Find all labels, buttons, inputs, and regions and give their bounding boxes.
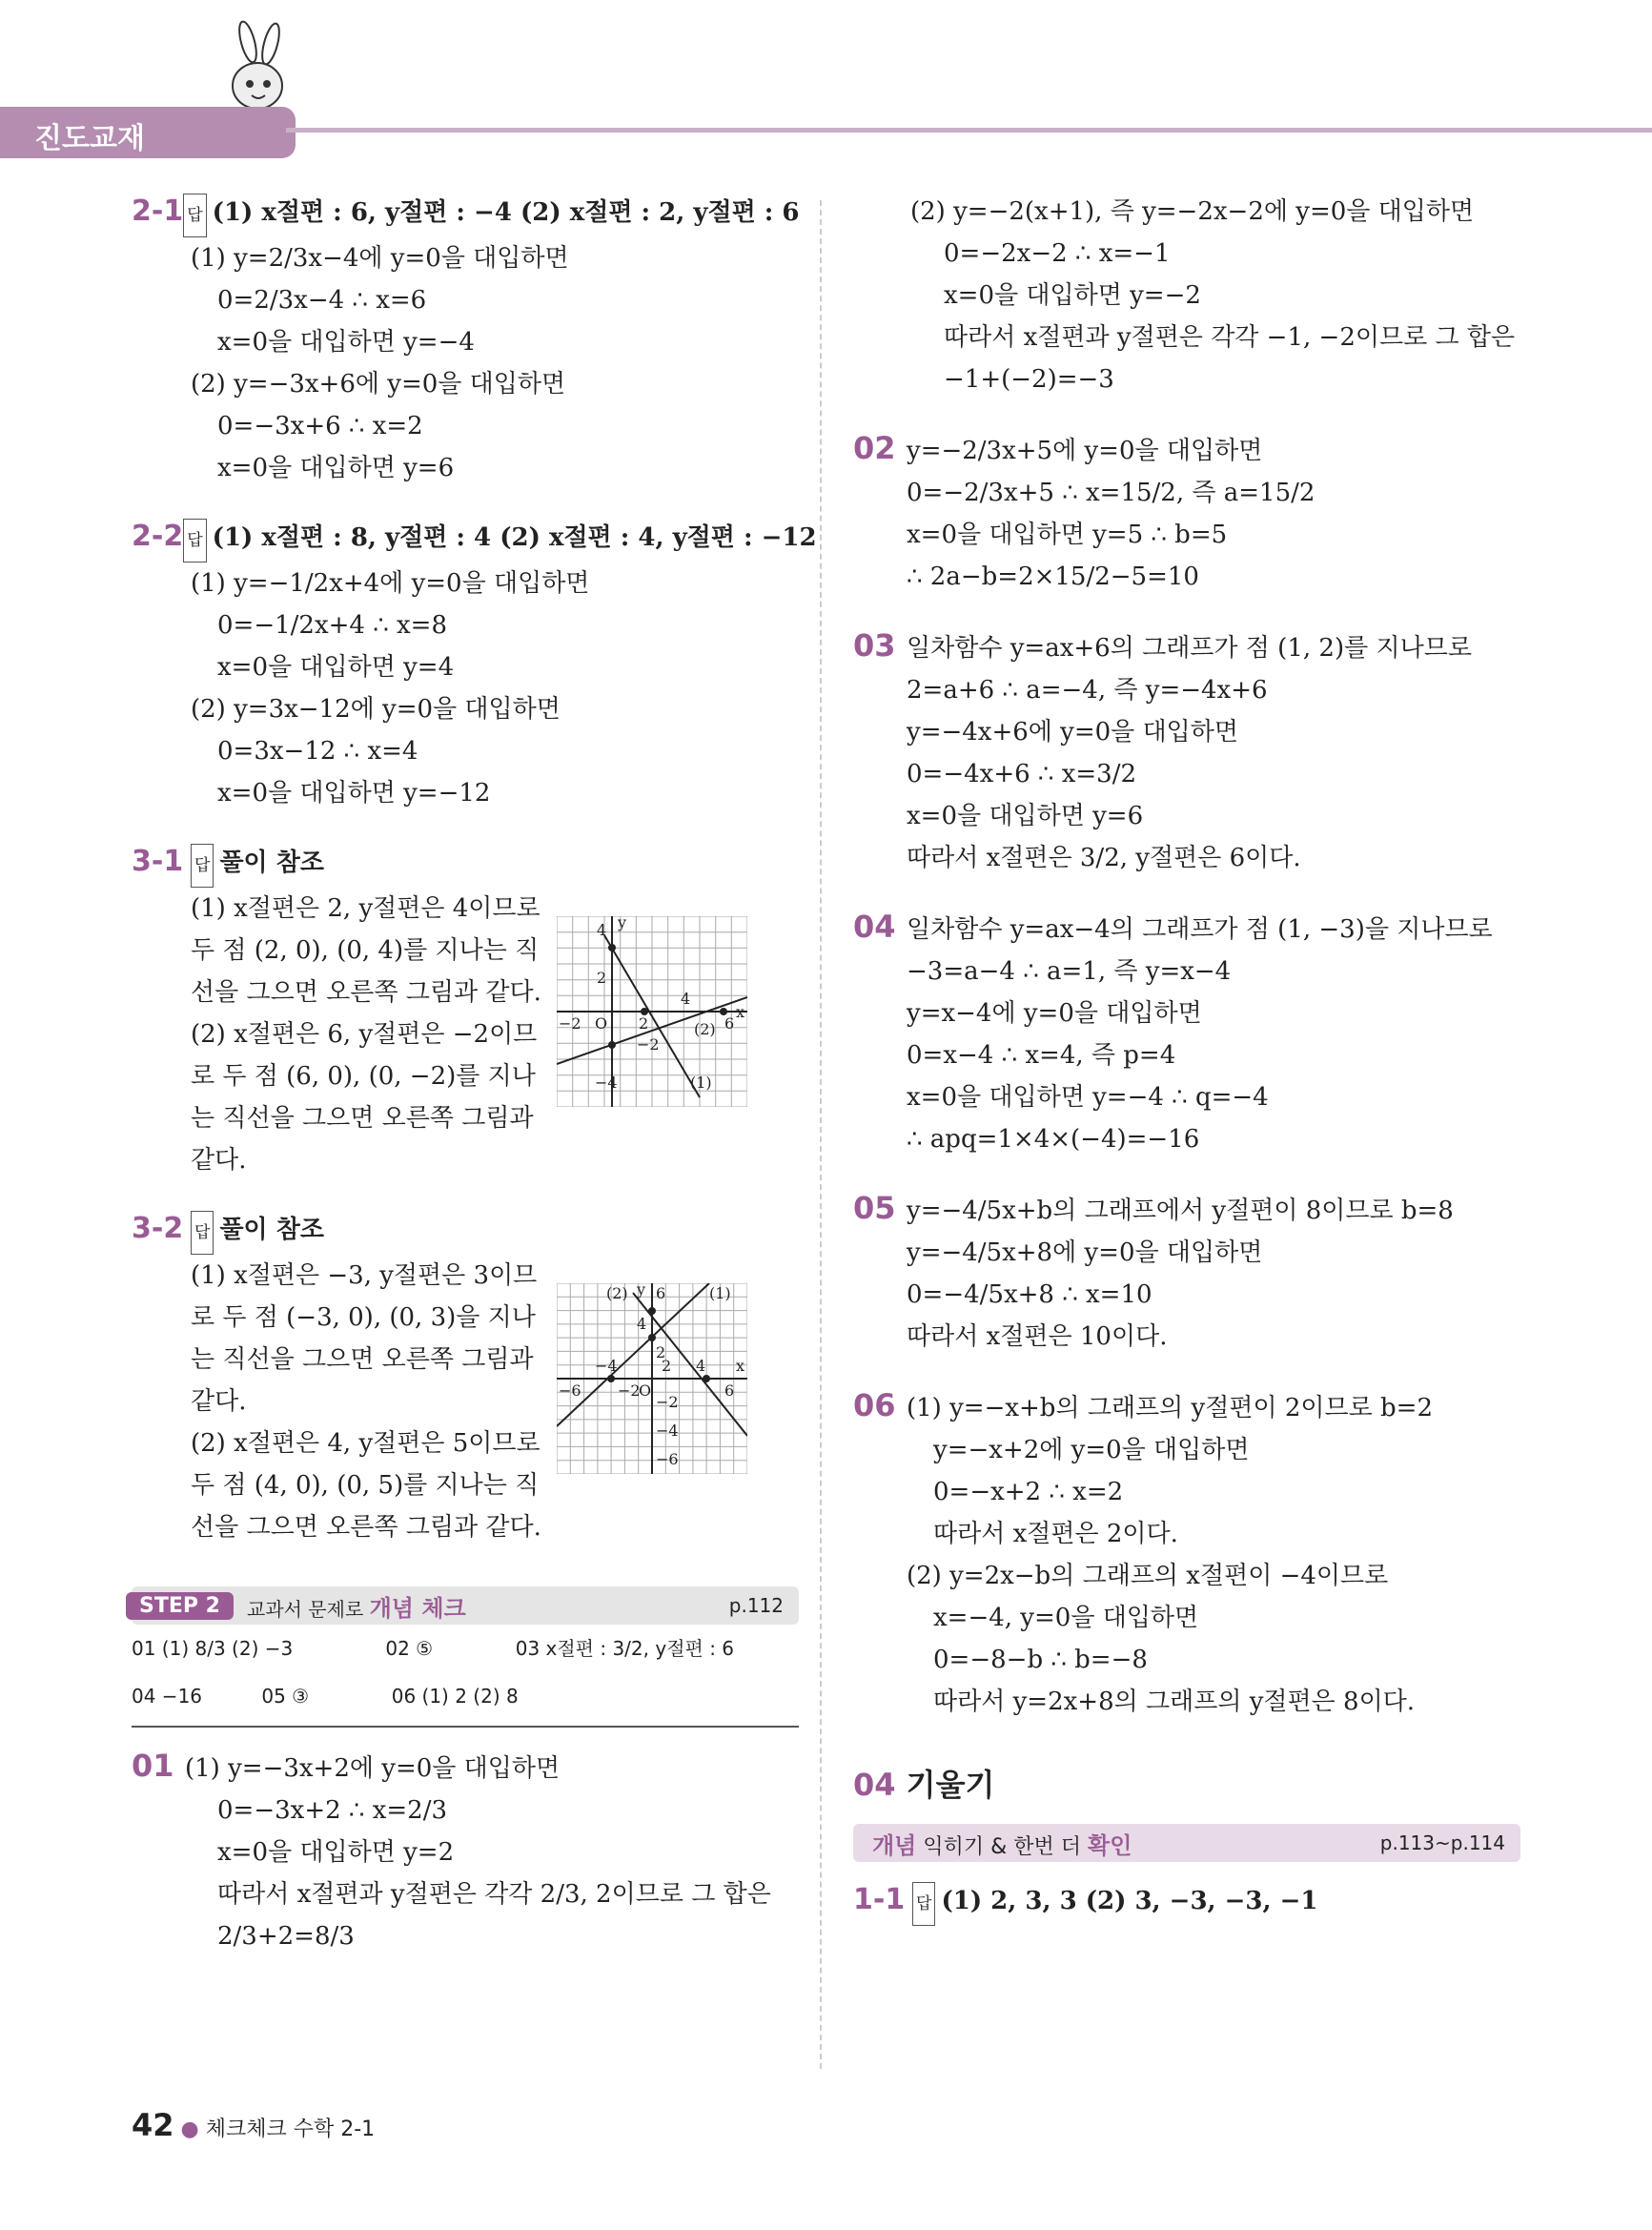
problem-number: 2-1 xyxy=(132,194,184,228)
solution-line: −3=a−4 ∴ a=1, 즉 y=x−4 xyxy=(907,957,1232,986)
page-number: 42 xyxy=(132,2107,174,2143)
problem-05 xyxy=(853,1187,1520,1358)
section-title xyxy=(853,1761,1520,1805)
solution-line: (1) y=−x+b의 그래프의 y절편이 2이므로 b=2 xyxy=(907,1394,1433,1422)
graph-label: (2) xyxy=(694,1020,716,1038)
section-name: 기울기 xyxy=(906,1767,995,1803)
graph-label: −2 xyxy=(637,1035,660,1054)
graph-label: x xyxy=(736,1357,745,1375)
solution-line: x=0을 대입하면 y=2 xyxy=(217,1838,455,1867)
solution-line: 0=−4x+6 ∴ x=3/2 xyxy=(907,760,1137,788)
solution-line: 따라서 y=2x+8의 그래프의 y절편은 8이다. xyxy=(933,1688,1416,1716)
problem-number: 05 xyxy=(853,1190,896,1226)
problem-3-1 xyxy=(132,841,799,1181)
solution-line: 0=−3x+2 ∴ x=2/3 xyxy=(217,1796,448,1825)
graph-label: −4 xyxy=(656,1422,679,1440)
graph-label: 2 xyxy=(639,1014,649,1033)
problem-01 xyxy=(132,1745,799,1957)
problem-number: 02 xyxy=(853,430,896,466)
graph-label: 4 xyxy=(637,1315,647,1333)
graph-label: 6 xyxy=(724,1381,735,1400)
solution-line: (2) y=3x−12에 y=0을 대입하면 xyxy=(191,695,561,724)
graph-label: y xyxy=(637,1283,646,1299)
solution-line: (1) y=−1/2x+4에 y=0을 대입하면 xyxy=(191,569,590,598)
solution-line: (1) x절편은 −3, y절편은 3이므로 두 점 (−3, 0), (0, 3)을 지나는 직선을 그으면 오른쪽 그림과 같다. xyxy=(191,1261,538,1416)
solution-line: 따라서 x절편과 y절편은 각각 −1, −2이므로 그 합은 xyxy=(944,323,1516,352)
quick-answer: 01 (1) 8/3 (2) −3 xyxy=(132,1637,294,1660)
graph-label: (1) xyxy=(709,1284,731,1302)
quick-answer: 05 ③ xyxy=(261,1685,310,1708)
problem-3-2 xyxy=(132,1208,799,1548)
answer-text: 풀이 참조 xyxy=(219,849,324,877)
book-title: 체크체크 수학 2-1 xyxy=(205,2117,376,2141)
problem-number: 06 xyxy=(853,1387,896,1423)
answer-text: (1) 2, 3, 3 (2) 3, −3, −3, −1 xyxy=(941,1887,1318,1915)
problem-number: 01 xyxy=(132,1748,174,1784)
answer-text: (1) x절편 : 8, y절편 : 4 (2) x절편 : 4, y절편 : −12 xyxy=(212,523,817,552)
solution-line: −1+(−2)=−3 xyxy=(944,365,1114,394)
answer-text: (1) x절편 : 6, y절편 : −4 (2) x절편 : 2, y절편 : 6 xyxy=(212,198,800,227)
graph-label: 4 xyxy=(681,990,691,1008)
graph-label: −2 xyxy=(656,1393,679,1411)
answer-icon: 답 xyxy=(191,1211,214,1255)
graph-label: 4 xyxy=(597,921,607,939)
answer-text: 풀이 참조 xyxy=(219,1216,324,1244)
quick-answers xyxy=(132,1625,799,1728)
graph-label: −2 xyxy=(618,1381,641,1400)
problem-06 xyxy=(853,1384,1520,1723)
concept-title xyxy=(872,1827,1132,1860)
solution-line: 일차함수 y=ax+6의 그래프가 점 (1, 2)를 지나므로 xyxy=(907,634,1472,663)
problem-number: 1-1 xyxy=(853,1883,906,1916)
step-title xyxy=(247,1589,466,1623)
solution-line: x=0을 대입하면 y=−4 xyxy=(217,328,475,357)
answer-icon: 답 xyxy=(183,519,206,563)
solution-line: x=0을 대입하면 y=6 xyxy=(907,802,1144,830)
solution-line: x=0을 대입하면 y=4 xyxy=(217,653,455,682)
answer-icon: 답 xyxy=(183,194,206,237)
concept-bar xyxy=(853,1824,1520,1862)
solution-line: y=x−4에 y=0을 대입하면 xyxy=(907,999,1202,1028)
graph-label: −2 xyxy=(559,1014,581,1033)
graph-label: −4 xyxy=(595,1357,618,1375)
graph-label: (1) xyxy=(690,1074,712,1092)
problem-03 xyxy=(853,624,1520,879)
graph-label: 2 xyxy=(656,1343,666,1361)
solution-line: 따라서 x절편과 y절편은 각각 2/3, 2이므로 그 합은 xyxy=(217,1880,771,1909)
concept-bold-1: 개념 xyxy=(872,1831,917,1859)
solution-line: 따라서 x절편은 10이다. xyxy=(907,1322,1168,1351)
answer-icon: 답 xyxy=(912,1882,935,1926)
problem-number: 2-2 xyxy=(132,520,184,553)
step-page: p.112 xyxy=(728,1594,784,1617)
step2-bar xyxy=(132,1586,799,1625)
quick-answer: 02 ⑤ xyxy=(385,1637,434,1660)
step-badge: STEP 2 xyxy=(126,1592,234,1620)
quick-answer: 04 −16 xyxy=(132,1685,203,1708)
solution-line: x=0을 대입하면 y=5 ∴ b=5 xyxy=(907,521,1228,549)
solution-line: (1) y=2/3x−4에 y=0을 대입하면 xyxy=(191,244,569,273)
graph-3-2 xyxy=(557,1283,747,1474)
solution-line: 0=2/3x−4 ∴ x=6 xyxy=(217,286,427,315)
graph-label: O xyxy=(595,1014,608,1033)
solution-line: 0=−8−b ∴ b=−8 xyxy=(933,1646,1148,1674)
solution-line: ∴ 2a−b=2×15/2−5=10 xyxy=(907,563,1199,591)
problem-number: 03 xyxy=(853,627,896,664)
solution-line: 2/3+2=8/3 xyxy=(217,1922,355,1951)
solution-line: (2) y=−2(x+1), 즉 y=−2x−2에 y=0을 대입하면 xyxy=(910,197,1475,226)
header-band xyxy=(0,107,296,158)
quick-answer: 03 x절편 : 3/2, y절편 : 6 xyxy=(515,1637,735,1660)
solution-line: 0=−2x−2 ∴ x=−1 xyxy=(944,239,1171,268)
solution-line: y=−4x+6에 y=0을 대입하면 xyxy=(907,718,1239,747)
solution-line: x=−4, y=0을 대입하면 xyxy=(933,1604,1199,1632)
solution-line: 0=−x+2 ∴ x=2 xyxy=(933,1478,1124,1506)
solution-line: x=0을 대입하면 y=−4 ∴ q=−4 xyxy=(907,1083,1269,1112)
problem-1-1 xyxy=(853,1879,1520,1926)
solution-line: (1) x절편은 2, y절편은 4이므로 두 점 (2, 0), (0, 4)를 지나는 직선을 그으면 오른쪽 그림과 같다. xyxy=(191,894,541,1007)
solution-line: y=−x+2에 y=0을 대입하면 xyxy=(933,1436,1250,1464)
solution-line: x=0을 대입하면 y=6 xyxy=(217,454,455,482)
solution-line: x=0을 대입하면 y=−2 xyxy=(944,281,1201,310)
right-column xyxy=(853,191,1520,1953)
concept-bold-2: 확인 xyxy=(1088,1831,1132,1859)
solution-line: (2) y=2x−b의 그래프의 x절편이 −4이므로 xyxy=(907,1562,1389,1590)
solution-line: 0=−4/5x+8 ∴ x=10 xyxy=(907,1280,1152,1309)
problem-02 xyxy=(853,427,1520,598)
graph-label: O xyxy=(639,1381,652,1400)
solution-line: 0=x−4 ∴ x=4, 즉 p=4 xyxy=(907,1041,1176,1070)
graph-label: 4 xyxy=(696,1357,706,1375)
concept-page: p.113~p.114 xyxy=(1379,1831,1505,1854)
solution-line: y=−4/5x+b의 그래프에서 y절편이 8이므로 b=8 xyxy=(907,1197,1454,1225)
solution-line: 0=3x−12 ∴ x=4 xyxy=(217,737,418,766)
page-footer: 42 ● 체크체크 수학 2-1 xyxy=(132,2107,376,2143)
graph-label: (2) xyxy=(606,1284,628,1302)
problem-04 xyxy=(853,906,1520,1160)
graph-label: 6 xyxy=(656,1284,666,1302)
step-title-bold: 개념 체크 xyxy=(369,1594,466,1622)
header-label: 진도교재 xyxy=(34,122,145,155)
problem-01-continued xyxy=(853,191,1520,400)
graph-label: −6 xyxy=(559,1381,581,1400)
section-number: 04 xyxy=(853,1767,896,1803)
solution-line: 따라서 x절편은 2이다. xyxy=(933,1520,1178,1548)
problem-2-1 xyxy=(132,191,799,489)
solution-line: (2) y=−3x+6에 y=0을 대입하면 xyxy=(191,370,566,399)
problem-number: 3-1 xyxy=(132,845,184,878)
graph-label: −6 xyxy=(656,1450,679,1468)
solution-line: 일차함수 y=ax−4의 그래프가 점 (1, −3)을 지나므로 xyxy=(907,915,1493,944)
graph-label: 2 xyxy=(662,1357,672,1375)
answer-icon: 답 xyxy=(191,844,214,888)
graph-label: 2 xyxy=(597,969,607,987)
column-divider xyxy=(820,200,824,2069)
solution-line: 0=−2/3x+5 ∴ x=15/2, 즉 a=15/2 xyxy=(907,479,1315,507)
graph-label: x xyxy=(736,1003,745,1021)
graph-label: y xyxy=(618,916,627,931)
solution-line: 0=−1/2x+4 ∴ x=8 xyxy=(217,611,448,640)
rabbit-mascot-icon xyxy=(191,19,305,114)
solution-line: (2) x절편은 4, y절편은 5이므로 두 점 (4, 0), (0, 5)를 지나는 직선을 그으면 오른쪽 그림과 같다. xyxy=(191,1429,541,1542)
solution-line: ∴ apq=1×4×(−4)=−16 xyxy=(907,1125,1200,1154)
solution-line: 따라서 x절편은 3/2, y절편은 6이다. xyxy=(907,844,1301,872)
left-column xyxy=(132,191,817,1984)
solution-line: 0=−3x+6 ∴ x=2 xyxy=(217,412,423,440)
problem-number: 04 xyxy=(853,909,896,945)
graph-label: −4 xyxy=(595,1074,618,1092)
solution-line: x=0을 대입하면 y=−12 xyxy=(217,779,491,808)
graph-3-1 xyxy=(557,916,747,1107)
header-rule xyxy=(286,128,1652,133)
step-title-prefix: 교과서 문제로 xyxy=(246,1597,364,1621)
graph-label: 6 xyxy=(724,1014,735,1033)
quick-answer: 06 (1) 2 (2) 8 xyxy=(391,1685,519,1708)
problem-2-2 xyxy=(132,516,817,814)
concept-mid: 익히기 & 한번 더 xyxy=(923,1834,1082,1859)
solution-line: y=−2/3x+5에 y=0을 대입하면 xyxy=(907,437,1263,465)
solution-line: 2=a+6 ∴ a=−4, 즉 y=−4x+6 xyxy=(907,676,1268,705)
solution-line: (2) x절편은 6, y절편은 −2이므로 두 점 (6, 0), (0, −2)를 지나는 직선을 그으면 오른쪽 그림과 같다. xyxy=(191,1020,538,1175)
problem-number: 3-2 xyxy=(132,1212,184,1245)
solution-line: y=−4/5x+8에 y=0을 대입하면 xyxy=(907,1238,1263,1267)
solution-line: (1) y=−3x+2에 y=0을 대입하면 xyxy=(185,1754,561,1783)
